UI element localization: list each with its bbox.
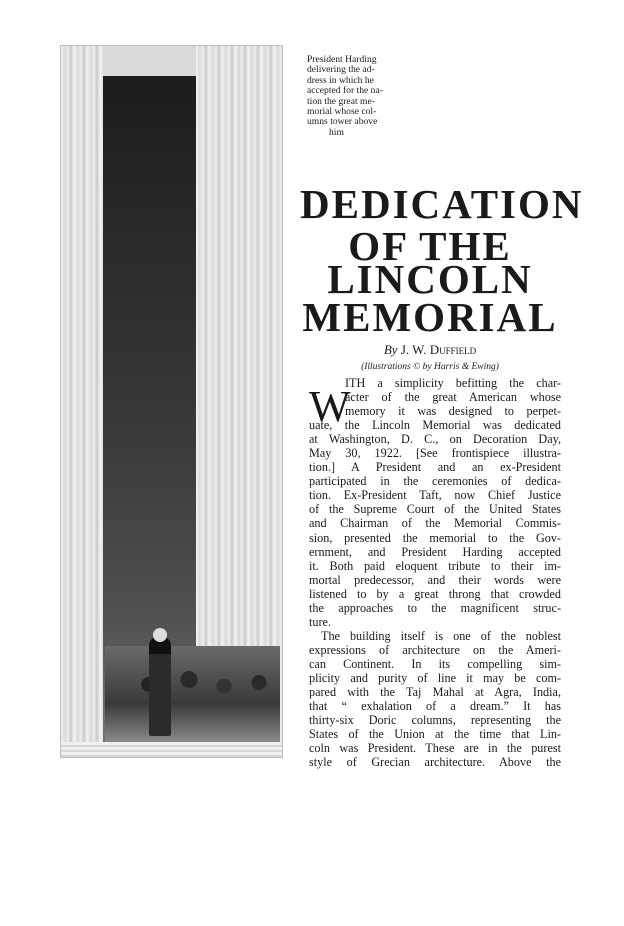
body-line: coln was President. These are in the purest xyxy=(309,741,561,756)
body-line: States of the Union at the time that Lin- xyxy=(309,727,561,742)
drop-cap: W xyxy=(309,382,351,431)
body-line: it. Both paid eloquent tribute to their im- xyxy=(309,558,561,573)
caption-line: umns tower above xyxy=(307,116,378,128)
memorial-photo xyxy=(60,45,283,758)
photo-caption xyxy=(307,55,387,138)
caption-line: President Harding xyxy=(307,54,377,65)
body-line: thirty-six Doric columns, representing the xyxy=(309,713,561,728)
speaker-figure xyxy=(149,636,171,736)
body-line: can Continent. In its compelling sim- xyxy=(309,656,561,671)
illustration-credit: (Illustrations © by Harris & Ewing) xyxy=(361,362,499,372)
body-line: mortal predecessor, and their words were xyxy=(309,572,561,587)
title-line-4: MEMORIAL xyxy=(302,294,558,340)
author-initials: J. W. xyxy=(400,342,427,357)
body-line: at Washington, D. C., on Decoration Day, xyxy=(309,432,561,447)
body-line: of the Supreme Court of the United States xyxy=(309,502,561,517)
caption-line: morial whose col- xyxy=(307,106,377,118)
body-line: and Chairman of the Memorial Commis- xyxy=(309,516,561,531)
body-line: tion. Ex-President Taft, now Chief Justice xyxy=(309,488,561,503)
body-line: tion.] A President and an ex-President xyxy=(309,460,561,475)
body-line: The building itself is one of the noblest xyxy=(321,628,561,643)
body-line: listened to by a great throng that crowded xyxy=(309,586,561,601)
body-line: memory it was designed to perpet- xyxy=(345,404,561,419)
body-line: May 30, 1922. [See frontispiece illustra- xyxy=(309,446,561,461)
article-body xyxy=(309,376,561,769)
caption-line: dress in which he xyxy=(307,74,374,86)
body-line: expressions of architecture on the Ameri- xyxy=(309,642,561,657)
caption-last: him xyxy=(329,126,344,138)
caption-line: accepted for the na- xyxy=(307,85,383,97)
body-line: that “ exhalation of a dream.” It has xyxy=(309,699,561,714)
body-line: ture. xyxy=(309,614,331,629)
speaker-head xyxy=(153,628,167,642)
caption-line: delivering the ad- xyxy=(307,64,375,76)
left-column xyxy=(61,46,103,757)
body-line: sion, presented the memorial to the Gov- xyxy=(309,530,561,545)
body-line: plicity and purity of line it may be com- xyxy=(309,670,561,685)
body-line: the approaches to the magnificent struc- xyxy=(309,600,561,615)
body-line: ernment, and President Harding accepted xyxy=(309,544,561,559)
title-line-2: OF THE xyxy=(348,223,512,269)
architrave xyxy=(103,46,196,76)
body-line: acter of the great American whose xyxy=(345,390,561,405)
memorial-steps xyxy=(61,742,282,757)
body-line: participated in the ceremonies of dedica- xyxy=(309,474,561,489)
body-line: ITH a simplicity befitting the char- xyxy=(345,376,561,390)
body-line: pared with the Taj Mahal at Agra, India, xyxy=(309,685,561,700)
byline-by: By xyxy=(383,342,398,357)
title-line-1: DEDICATION xyxy=(300,181,584,227)
title-line-3: LINCOLN xyxy=(327,256,533,302)
body-line: uate, the Lincoln Memorial was dedicated xyxy=(309,418,561,433)
crowd-figures xyxy=(105,646,280,742)
body-line: style of Grecian architecture. Above the xyxy=(309,755,561,770)
caption-line: tion the great me- xyxy=(307,95,375,107)
author-surname: Duffield xyxy=(429,342,477,357)
byline xyxy=(300,342,560,358)
